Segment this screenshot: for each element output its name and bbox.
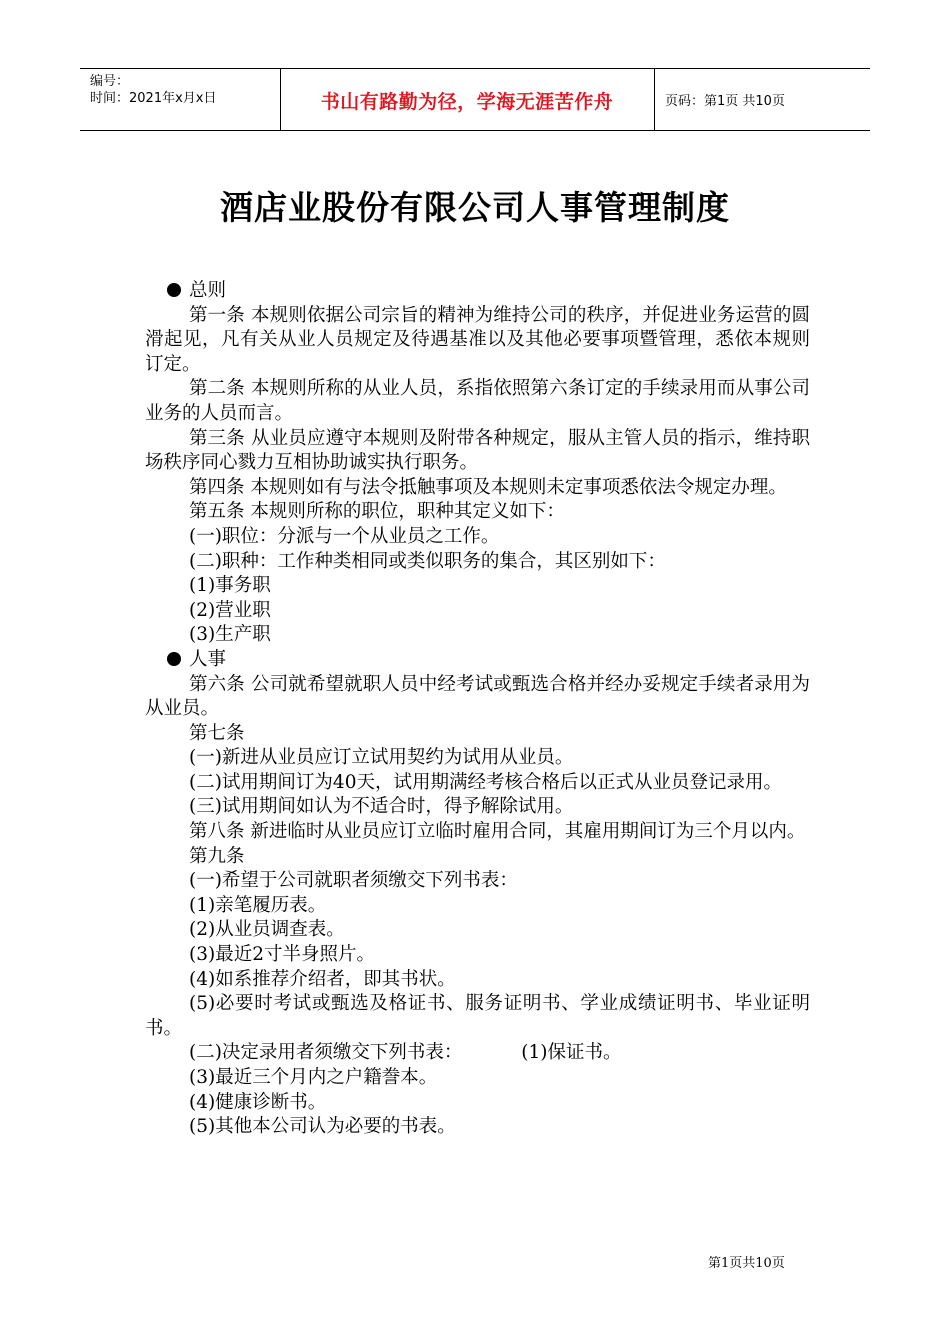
paragraph: 第七条 — [189, 722, 245, 744]
paragraph: (4)健康诊断书。 — [189, 1091, 327, 1113]
paragraph: (3)生产职 — [189, 624, 271, 646]
paragraph: (2)营业职 — [189, 599, 271, 621]
paragraph: 第五条 本规则所称的职位，职种其定义如下： — [189, 501, 565, 523]
header-divider — [654, 69, 655, 130]
header-page-info: 页码：第1页 共10页 — [665, 94, 785, 109]
header-time-label: 时间：2021年x月x日 — [90, 91, 217, 106]
paragraph: (4)如系推荐介绍者，即其书状。 — [189, 968, 456, 990]
section-heading: 人事 — [145, 648, 810, 673]
paragraph: (1)事务职 — [189, 575, 271, 597]
paragraph: (2)从业员调查表。 — [189, 919, 345, 941]
paragraph: (三)试用期间如认为不适合时，得予解除试用。 — [189, 796, 574, 818]
paragraph: (二)决定录用者须缴交下列书表： (1)保证书。 — [189, 1042, 622, 1064]
paragraph: (一)新进从业员应订立试用契约为试用从业员。 — [189, 747, 574, 769]
section-heading: 总则 — [145, 279, 810, 304]
paragraph: 第九条 — [189, 845, 245, 867]
paragraph: 第二条 本规则所称的从业人员，系指依照第六条订定的手续录用而从事公司业务的人员而言。 — [145, 378, 810, 424]
paragraph: (5)其他本公司认为必要的书表。 — [189, 1116, 456, 1138]
bullet-icon — [167, 283, 181, 297]
paragraph: (二)职种：工作种类相同或类似职务的集合，其区别如下： — [189, 550, 666, 572]
document-title: 酒店业股份有限公司人事管理制度 — [220, 188, 730, 227]
page-header — [80, 68, 870, 131]
paragraph: (一)希望于公司就职者须缴交下列书表： — [189, 870, 518, 892]
paragraph: 第六条 公司就希望就职人员中经考试或甄选合格并经办妥规定手续者录用为从业员。 — [145, 673, 810, 720]
paragraph: 第一条 本规则依据公司宗旨的精神为维持公司的秩序，并促进业务运营的圆滑起见，凡有关从业人员规定及待遇基准以及其他必要事项暨管理，悉依本规则订定。 — [145, 304, 810, 375]
header-motto: 书山有路勤为径，学海无涯苦作舟 — [320, 91, 614, 113]
paragraph: 第三条 从业员应遵守本规则及附带各种规定，服从主管人员的指示，维持职场秩序同心戮力互相协助诚实执行职务。 — [145, 427, 810, 474]
document-body — [145, 279, 810, 1140]
paragraph: (一)职位：分派与一个从业员之工作。 — [189, 525, 500, 547]
paragraph: (3)最近2寸半身照片。 — [189, 944, 375, 966]
header-meta — [90, 73, 216, 107]
paragraph: (3)最近三个月内之户籍誊本。 — [189, 1067, 438, 1088]
paragraph: (1)亲笔履历表。 — [189, 894, 327, 916]
paragraph: (5)必要时考试或甄选及格证书、服务证明书、学业成绩证明书、毕业证明书。 — [145, 993, 810, 1039]
page-footer: 第1页共10页 — [708, 1256, 785, 1271]
paragraph: (二)试用期间订为40天，试用期满经考核合格后以正式从业员登记录用。 — [189, 771, 782, 793]
bullet-icon — [167, 652, 181, 666]
header-number-label: 编号： — [90, 74, 130, 89]
paragraph: 第四条 本规则如有与法令抵触事项及本规则未定事项悉依法令规定办理。 — [189, 476, 787, 498]
paragraph: 第八条 新进临时从业员应订立临时雇用合同，其雇用期间订为三个月以内。 — [189, 821, 806, 843]
